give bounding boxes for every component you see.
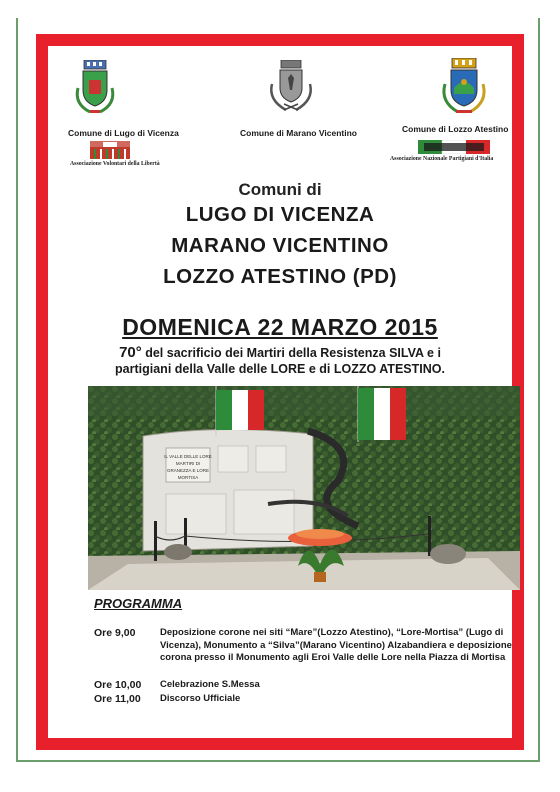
poster-border [36,34,524,750]
programma-item-desc: Discorso Ufficiale [160,693,241,704]
marano-crest-icon [262,60,320,118]
town-lugo: LUGO DI VICENZA [185,203,375,226]
event-date: DOMENICA 22 MARZO 2015 [122,314,438,340]
programma-item-time: Ore 10,00 [94,679,142,691]
memorial-photo [88,386,520,590]
poster-content [60,58,512,726]
subtitle-line2: partigiani della Valle delle LORE e di LOZZO ATESTINO. [115,362,445,376]
programma-item-time: Ore 11,00 [94,693,141,705]
programma-heading: PROGRAMMA [94,596,183,611]
event-subtitle [64,345,496,377]
town-marano: MARANO VICENTINO [171,234,389,257]
comune-marano-label: Comune di Marano Vicentino [240,128,357,138]
town-lozzo: LOZZO ATESTINO (PD) [163,265,397,288]
svg-text:IL VALLE DELLE LORE: IL VALLE DELLE LORE [164,454,212,459]
comune-lugo-label: Comune di Lugo di Vicenza [68,128,179,138]
comune-lozzo-label: Comune di Lozzo Atestino [402,124,509,134]
subtitle-line1: del sacrificio dei Martiri della Resistenza SILVA e i [141,346,441,360]
programma-item-desc: Celebrazione S.Messa [160,679,260,690]
avl-label: Associazione Volontari della Libertà [70,161,160,167]
subtitle-anniversary: 70° [119,344,142,361]
lozzo-crest-icon [436,58,492,120]
programma-item-time: Ore 9,00 [94,627,136,639]
comuni-di-heading: Comuni di [238,180,322,199]
svg-text:MORTISA: MORTISA [177,475,199,480]
lugo-crest-icon [70,60,120,118]
svg-text:MARTIRI DI: MARTIRI DI [175,461,201,466]
anpi-label: Associazione Nazionale Partigiani d'Italia [390,156,494,162]
programma-item-desc: Deposizione corone nei siti “Mare”(Lozzo Atestino), “Lore-Mortisa” (Lugo di Vicenza), Monumento a “Silva”(Marano Vicentino) Alzabandiera e deposizione corona presso il Monumento agli Eroi Valle delle Lore nella Piazza di Mortisa [160,627,512,663]
svg-text:GRANEZZA E LORE: GRANEZZA E LORE [166,468,210,473]
